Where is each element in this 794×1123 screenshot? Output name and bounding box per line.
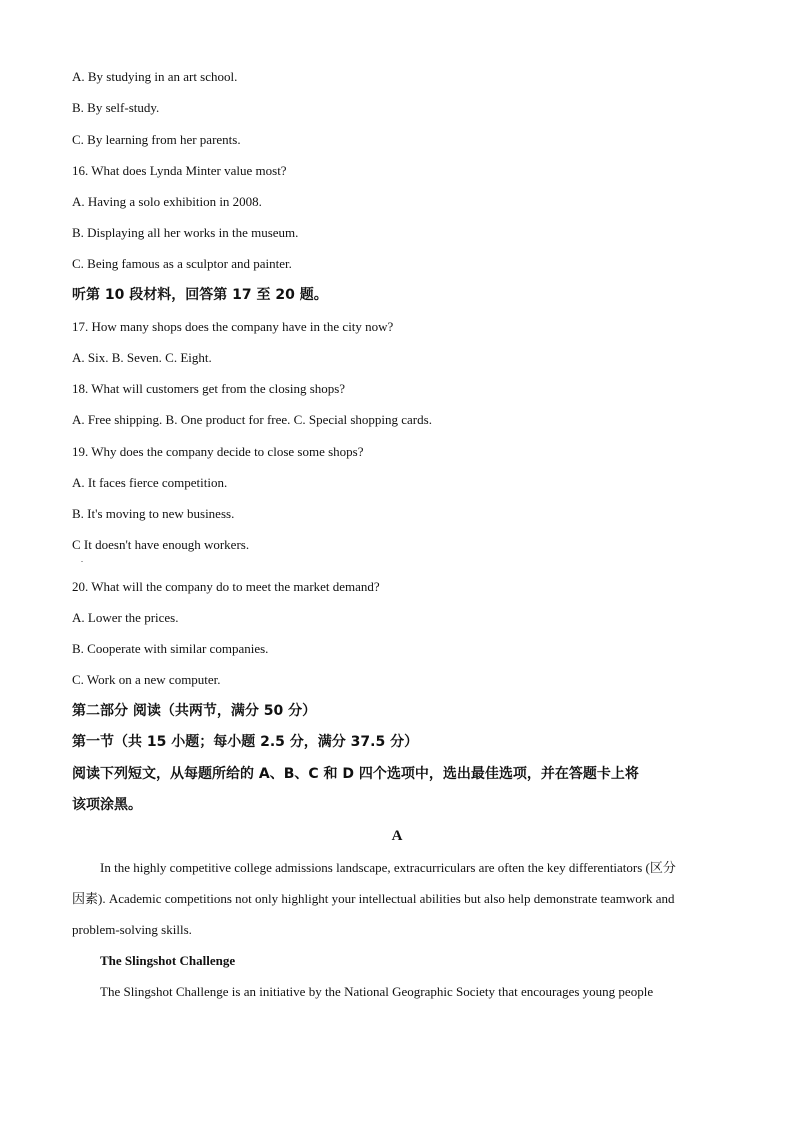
q16-option-c: C. Being famous as a sculptor and painter. xyxy=(72,256,292,271)
passage-intro-line-2: 因素). Academic competitions not only highlight your intellectual abilities but also help demonstrate teamwork and xyxy=(72,891,675,906)
q17-options: A. Six. B. Seven. C. Eight. xyxy=(72,350,212,365)
q20-option-c: C. Work on a new computer. xyxy=(72,672,221,687)
q20-option-a: A. Lower the prices. xyxy=(72,610,179,625)
instructions-line-1: 阅读下列短文，从每题所给的 A、B、C 和 D 四个选项中，选出最佳选项，并在答题卡上将 xyxy=(72,766,639,782)
q15-option-c: C. By learning from her parents. xyxy=(72,132,241,147)
passage-label: A xyxy=(391,828,403,844)
q20-option-b: B. Cooperate with similar companies. xyxy=(72,641,269,656)
q15-option-b: B. By self-study. xyxy=(72,100,160,115)
q18-question: 18. What will customers get from the closing shops? xyxy=(72,381,346,396)
q19-option-a: A. It faces fierce competition. xyxy=(72,475,228,490)
q19-option-c: C It doesn't have enough workers. xyxy=(72,537,250,552)
q17-question: 17. How many shops does the company have in the city now? xyxy=(72,319,394,334)
q18-options: A. Free shipping. B. One product for free. C. Special shopping cards. xyxy=(72,412,432,427)
q19-question: 19. Why does the company decide to close some shops? xyxy=(72,444,364,459)
part2-heading: 第二部分 阅读（共两节，满分 50 分） xyxy=(72,703,317,719)
q19-option-b: B. It's moving to new business. xyxy=(72,506,235,521)
q20-question: 20. What will the company do to meet the market demand? xyxy=(72,579,380,594)
passage-intro-line-1: In the highly competitive college admissions landscape, extracurriculars are often the key differentiators (区分 xyxy=(100,860,676,875)
passage-subheading: The Slingshot Challenge xyxy=(100,953,236,968)
passage-intro-line-3: problem-solving skills. xyxy=(72,922,192,937)
q16-option-a: A. Having a solo exhibition in 2008. xyxy=(72,194,262,209)
q16-option-b: B. Displaying all her works in the museum. xyxy=(72,225,299,240)
section-10-heading: 听第 10 段材料，回答第 17 至 20 题。 xyxy=(72,287,328,303)
stray-dot: . xyxy=(81,555,83,564)
section1-heading: 第一节（共 15 小题；每小题 2.5 分，满分 37.5 分） xyxy=(72,734,419,750)
instructions-line-2: 该项涂黑。 xyxy=(72,797,142,813)
q16-question: 16. What does Lynda Minter value most? xyxy=(72,163,287,178)
passage-body-line-1: The Slingshot Challenge is an initiative by the National Geographic Society that encourages young people xyxy=(100,984,654,999)
q15-option-a: A. By studying in an art school. xyxy=(72,69,238,84)
